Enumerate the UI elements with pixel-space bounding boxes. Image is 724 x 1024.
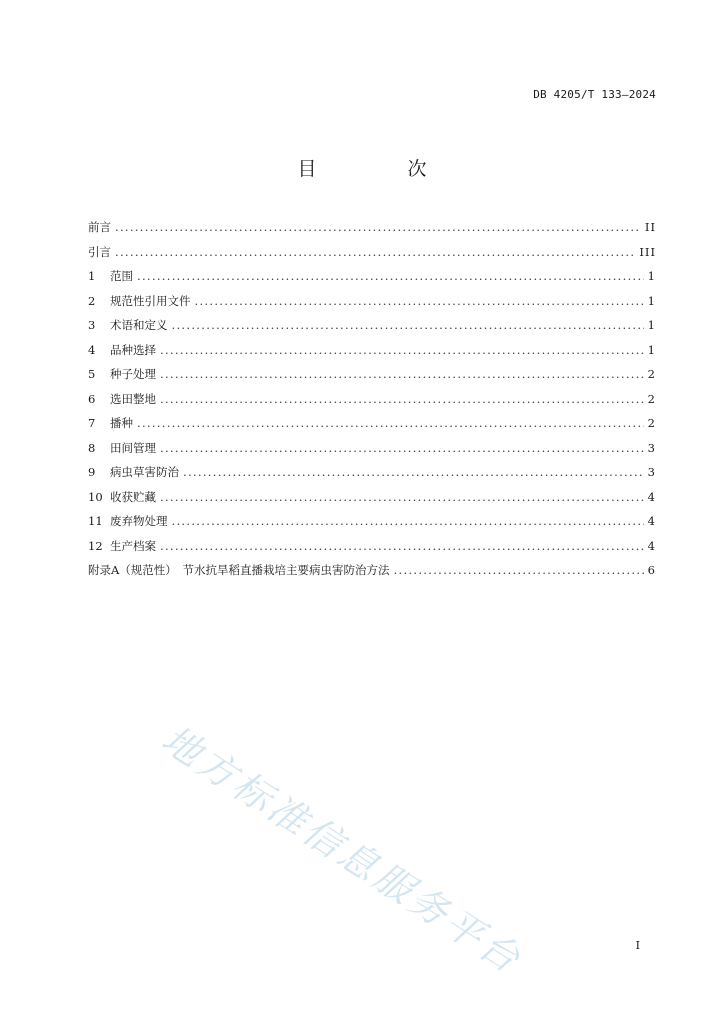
toc-entry-text: 术语和定义 xyxy=(110,318,168,332)
toc-entry-label xyxy=(88,489,156,505)
toc-leader-dots xyxy=(183,465,644,479)
toc-entry-label xyxy=(88,391,156,407)
toc-entry[interactable] xyxy=(88,440,656,465)
toc-entry-label: 引言 xyxy=(88,244,111,259)
toc-entry-number: 5 xyxy=(88,367,96,381)
toc-entry-text: 废弃物处理 xyxy=(110,514,168,528)
toc-entry-number: 10 xyxy=(88,489,103,504)
toc-leader-dots xyxy=(160,441,644,455)
toc-entry-page: III xyxy=(639,244,656,259)
toc-entry-number: 1 xyxy=(88,269,96,283)
toc-entry-label xyxy=(88,317,168,333)
document-code: DB 4205/T 133—2024 xyxy=(533,88,656,101)
toc-entry-label xyxy=(88,366,156,382)
toc-entry[interactable] xyxy=(88,317,656,342)
toc-entry-label xyxy=(88,538,156,554)
toc-entry-page: 1 xyxy=(647,269,656,283)
toc-entry[interactable] xyxy=(88,219,656,244)
toc-entry-number: 8 xyxy=(88,440,96,455)
toc-entry-number: 11 xyxy=(88,514,103,528)
toc-entry-page: 3 xyxy=(647,440,656,455)
toc-leader-dots xyxy=(115,220,641,234)
page-title: 目 次 xyxy=(297,158,463,180)
toc-entry[interactable] xyxy=(88,391,656,416)
toc-leader-dots xyxy=(115,245,635,259)
toc-entry[interactable] xyxy=(88,513,656,538)
toc-entry[interactable] xyxy=(88,366,656,391)
toc-entry-page: II xyxy=(644,220,656,234)
toc-entry-number: 9 xyxy=(88,465,96,479)
toc-leader-dots xyxy=(394,563,644,577)
toc-entry-page: 3 xyxy=(647,465,656,479)
toc-entry-text: 播种 xyxy=(110,416,133,430)
toc-entry-text: 种子处理 xyxy=(110,367,156,381)
toc-entry-page: 4 xyxy=(647,489,656,504)
toc-entry-page: 4 xyxy=(647,538,656,553)
toc-entry-page: 1 xyxy=(647,293,656,308)
toc-entry[interactable] xyxy=(88,464,656,489)
toc-entry[interactable] xyxy=(88,538,656,563)
toc-leader-dots xyxy=(172,318,644,332)
toc-leader-dots xyxy=(172,514,644,528)
toc-leader-dots xyxy=(195,294,644,308)
toc-entry-page: 1 xyxy=(647,318,656,332)
toc-leader-dots xyxy=(160,367,644,381)
toc-entry-page: 2 xyxy=(647,391,656,406)
toc-entry-label xyxy=(88,464,179,480)
toc-leader-dots xyxy=(137,269,644,283)
toc-entry[interactable] xyxy=(88,562,656,587)
toc-entry-label: 前言 xyxy=(88,220,111,234)
toc-entry-number: 3 xyxy=(88,318,96,332)
toc-entry-text: 病虫草害防治 xyxy=(110,465,179,479)
toc-entry[interactable] xyxy=(88,415,656,440)
toc-entry-text: 收获贮藏 xyxy=(110,489,156,504)
toc-entry-text: 选田整地 xyxy=(110,391,156,406)
toc-entry-text: 品种选择 xyxy=(110,342,156,357)
toc-leader-dots xyxy=(160,539,644,553)
toc-entry-number: 7 xyxy=(88,416,96,430)
toc-entry-text: 田间管理 xyxy=(110,440,156,455)
watermark-text: 地方标准信息服务平台 xyxy=(154,716,531,983)
toc-entry-label: 附录A（规范性） 节水抗旱稻直播栽培主要病虫害防治方法 xyxy=(88,563,390,577)
toc-entry-number: 12 xyxy=(88,538,103,553)
toc-entry-label xyxy=(88,268,133,284)
toc-leader-dots xyxy=(137,416,644,430)
toc-entry[interactable] xyxy=(88,293,656,318)
toc-entry[interactable] xyxy=(88,268,656,293)
toc-entry-label xyxy=(88,513,168,529)
toc-leader-dots xyxy=(160,490,644,504)
toc-entry-label xyxy=(88,415,133,431)
toc-entry-label xyxy=(88,440,156,456)
toc-leader-dots xyxy=(160,343,644,357)
toc-entry-page: 6 xyxy=(647,563,656,577)
toc-entry-text: 生产档案 xyxy=(110,538,156,553)
toc-entry[interactable] xyxy=(88,244,656,269)
toc-entry[interactable] xyxy=(88,342,656,367)
toc-entry-page: 4 xyxy=(647,514,656,528)
toc-entry-number: 6 xyxy=(88,391,96,406)
toc-entry-text: 规范性引用文件 xyxy=(110,293,191,308)
toc-entry-text: 范围 xyxy=(110,269,133,283)
table-of-contents xyxy=(88,219,656,587)
toc-leader-dots xyxy=(160,392,644,406)
toc-entry-page: 1 xyxy=(647,342,656,357)
toc-entry[interactable] xyxy=(88,489,656,514)
toc-entry-number: 2 xyxy=(88,293,96,308)
page-number: I xyxy=(635,939,640,952)
toc-entry-page: 2 xyxy=(647,416,656,430)
toc-entry-label xyxy=(88,342,156,358)
toc-entry-page: 2 xyxy=(647,367,656,381)
toc-entry-number: 4 xyxy=(88,342,96,357)
toc-entry-label xyxy=(88,293,191,309)
